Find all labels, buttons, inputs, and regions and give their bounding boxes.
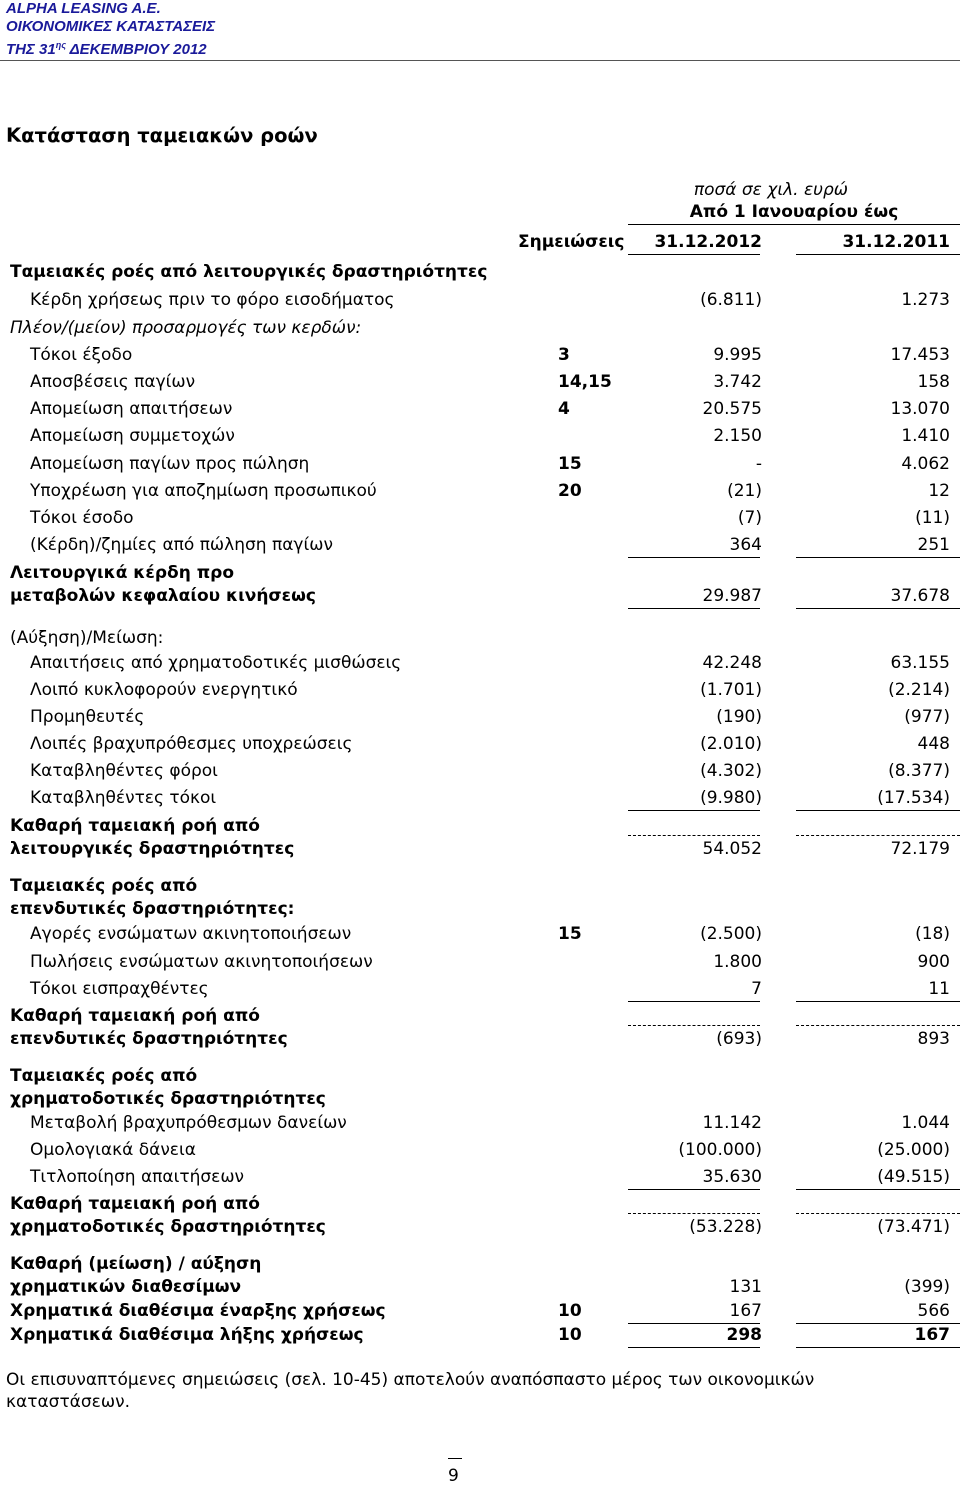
row-label: Απομείωση συμμετοχών [30, 426, 235, 446]
value-2012: (6.811) [700, 290, 762, 310]
row-label: Υποχρέωση για αποζημίωση προσωπικού [30, 481, 377, 501]
value-2011: 158 [917, 372, 950, 392]
date-sup: ης [55, 40, 66, 50]
total-rule-2011 [796, 1213, 960, 1214]
value-2012: 35.630 [702, 1167, 762, 1187]
row-label: Ταμειακές ροές από [10, 876, 198, 896]
value-2012: 54.052 [702, 839, 762, 859]
column-header-2012: 31.12.2012 [654, 232, 762, 252]
period-label: Από 1 Ιανουαρίου έως [628, 202, 960, 225]
total-rule-2011 [796, 1025, 960, 1026]
row-label: Τόκοι έξοδο [30, 345, 133, 365]
row-label: Ταμειακές ροές από [10, 1066, 198, 1086]
value-2012: (21) [727, 481, 762, 501]
statements-title: ΟΙΚΟΝΟΜΙΚΕΣ ΚΑΤΑΣΤΑΣΕΙΣ [6, 18, 216, 35]
date-suffix: ΔΕΚΕΜΒΡΙΟΥ 2012 [66, 41, 207, 58]
value-2011: (25.000) [877, 1140, 950, 1160]
value-2011: (977) [904, 707, 950, 727]
row-label: λειτουργικές δραστηριότητες [10, 839, 295, 859]
row-label: επενδυτικές δραστηριότητες [10, 1029, 288, 1049]
row-label: Μεταβολή βραχυπρόθεσμων δανείων [30, 1113, 347, 1133]
row-note: 15 [558, 454, 582, 474]
total-rule-2011 [796, 810, 960, 811]
value-2012: (9.980) [700, 788, 762, 808]
footer-note: Οι επισυναπτόμενες σημειώσεις (σελ. 10-45) αποτελούν αναπόσπαστο μέρος των οικονομικών καταστάσεων. [6, 1370, 815, 1412]
value-2011: 893 [917, 1029, 950, 1049]
value-2011: 1.410 [901, 426, 950, 446]
total-rule-2012 [628, 1347, 760, 1348]
value-2011: 17.453 [890, 345, 950, 365]
row-label: Απομείωση απαιτήσεων [30, 399, 233, 419]
value-2012: 131 [729, 1277, 762, 1297]
row-label: Ομολογιακά δάνεια [30, 1140, 196, 1160]
value-2011: 900 [917, 952, 950, 972]
value-2011: 72.179 [890, 839, 950, 859]
row-label: Πωλήσεις ενσώματων ακινητοποιήσεων [30, 952, 373, 972]
row-label: Καταβληθέντες φόροι [30, 761, 218, 781]
value-2011: (2.214) [888, 680, 950, 700]
row-label: Χρηματικά διαθέσιμα λήξης χρήσεως [10, 1325, 364, 1345]
row-label: Τόκοι έσοδο [30, 508, 134, 528]
row-label: μεταβολών κεφαλαίου κινήσεως [10, 586, 316, 606]
value-2012: (693) [716, 1029, 762, 1049]
total-rule-2012 [628, 1189, 760, 1190]
value-2012: 167 [729, 1301, 762, 1321]
total-rule-2011 [796, 1189, 960, 1190]
page-title: Κατάσταση ταμειακών ροών [6, 124, 318, 147]
header-divider [0, 60, 960, 61]
row-label: Κέρδη χρήσεως πριν το φόρο εισοδήματος [30, 290, 395, 310]
total-rule-2011 [796, 608, 960, 609]
value-2011: (17.534) [877, 788, 950, 808]
total-rule-2012 [628, 1025, 760, 1026]
row-label: χρηματοδοτικές δραστηριότητες [10, 1089, 326, 1109]
row-label: Λειτουργικά κέρδη προ [10, 563, 235, 583]
value-2011: 63.155 [890, 653, 950, 673]
row-note: 4 [558, 399, 570, 419]
value-2011: 37.678 [890, 586, 950, 606]
value-2012: 1.800 [713, 952, 762, 972]
value-2012: 298 [726, 1325, 762, 1345]
value-2011: 251 [917, 535, 950, 555]
row-label: Καθαρή (μείωση) / αύξηση [10, 1254, 262, 1274]
total-rule-2011 [796, 557, 960, 558]
row-label: Καθαρή ταμειακή ροή από [10, 1194, 260, 1214]
value-2011: 4.062 [901, 454, 950, 474]
row-label: χρηματοδοτικές δραστηριότητες [10, 1217, 326, 1237]
row-label: (Κέρδη)/ζημίες από πώληση παγίων [30, 535, 333, 555]
row-note: 15 [558, 924, 582, 944]
value-2012: - [755, 454, 762, 474]
row-note: 10 [558, 1325, 582, 1345]
column-header-underline-2012 [628, 254, 760, 255]
date-prefix: ΤΗΣ 31 [6, 41, 56, 58]
row-label: Λοιπές βραχυπρόθεσμες υποχρεώσεις [30, 734, 353, 754]
row-label: Καθαρή ταμειακή ροή από [10, 1006, 260, 1026]
value-2011: (8.377) [888, 761, 950, 781]
statements-date [6, 36, 215, 59]
total-rule-2012 [628, 1001, 760, 1002]
row-label: Χρηματικά διαθέσιμα έναρξης χρήσεως [10, 1301, 386, 1321]
value-2011: 13.070 [890, 399, 950, 419]
value-2011: 448 [917, 734, 950, 754]
units-label: ποσά σε χιλ. ευρώ [693, 180, 848, 200]
column-header-notes: Σημειώσεις [518, 232, 625, 252]
row-note: 10 [558, 1301, 582, 1321]
row-label: Τιτλοποίηση απαιτήσεων [30, 1167, 245, 1187]
row-label: Αποσβέσεις παγίων [30, 372, 196, 392]
page-number-rule [448, 1458, 462, 1459]
row-label: Λοιπό κυκλοφορούν ενεργητικό [30, 680, 298, 700]
total-rule-2012 [628, 608, 760, 609]
total-rule-2011 [796, 1323, 960, 1324]
value-2012: 364 [729, 535, 762, 555]
total-rule-2011 [796, 1001, 960, 1002]
document-header [6, 0, 215, 59]
row-note: 20 [558, 481, 582, 501]
row-label: (Αύξηση)/Μείωση: [10, 628, 164, 648]
company-name: ALPHA LEASING A.E. [6, 0, 161, 17]
column-header-2011: 31.12.2011 [842, 232, 950, 252]
row-label: Τόκοι εισπραχθέντες [30, 979, 209, 999]
value-2011: (73.471) [877, 1217, 950, 1237]
row-label: Αγορές ενσώματων ακινητοποιήσεων [30, 924, 352, 944]
value-2012: 7 [751, 979, 762, 999]
value-2011: 1.273 [901, 290, 950, 310]
row-note: 14,15 [558, 372, 612, 392]
value-2012: 20.575 [702, 399, 762, 419]
row-label: Προμηθευτές [30, 707, 145, 727]
value-2011: 12 [928, 481, 950, 501]
value-2011: 11 [928, 979, 950, 999]
value-2012: 42.248 [702, 653, 762, 673]
value-2012: (2.500) [700, 924, 762, 944]
value-2012: (4.302) [700, 761, 762, 781]
row-label: Καταβληθέντες τόκοι [30, 788, 217, 808]
total-rule-2012 [628, 810, 760, 811]
value-2012: (190) [716, 707, 762, 727]
value-2011: 1.044 [901, 1113, 950, 1133]
value-2012: 9.995 [713, 345, 762, 365]
total-rule-2012 [628, 1213, 760, 1214]
value-2011: 167 [914, 1325, 950, 1345]
row-label: Απομείωση παγίων προς πώληση [30, 454, 310, 474]
row-label: Απαιτήσεις από χρηματοδοτικές μισθώσεις [30, 653, 402, 673]
row-label: χρηματικών διαθεσίμων [10, 1277, 242, 1297]
total-rule-2011 [796, 835, 960, 836]
value-2012: 29.987 [702, 586, 762, 606]
value-2011: (399) [904, 1277, 950, 1297]
value-2011: (11) [915, 508, 950, 528]
value-2012: 2.150 [713, 426, 762, 446]
row-note: 3 [558, 345, 570, 365]
row-label: επενδυτικές δραστηριότητες: [10, 899, 295, 919]
value-2012: 11.142 [702, 1113, 762, 1133]
column-header-underline-2011 [796, 254, 960, 255]
value-2012: (1.701) [700, 680, 762, 700]
page-number: 9 [448, 1466, 459, 1486]
total-rule-2012 [628, 557, 760, 558]
value-2011: 566 [917, 1301, 950, 1321]
value-2011: (49.515) [877, 1167, 950, 1187]
row-label: Ταμειακές ροές από λειτουργικές δραστηριότητες [10, 262, 488, 282]
value-2011: (18) [915, 924, 950, 944]
row-label: Πλέον/(μείον) προσαρμογές των κερδών: [10, 318, 362, 338]
value-2012: (100.000) [678, 1140, 762, 1160]
total-rule-2012 [628, 1323, 760, 1324]
row-label: Καθαρή ταμειακή ροή από [10, 816, 260, 836]
value-2012: (53.228) [689, 1217, 762, 1237]
total-rule-2012 [628, 835, 760, 836]
value-2012: (2.010) [700, 734, 762, 754]
value-2012: 3.742 [713, 372, 762, 392]
total-rule-2011 [796, 1347, 960, 1348]
value-2012: (7) [737, 508, 762, 528]
